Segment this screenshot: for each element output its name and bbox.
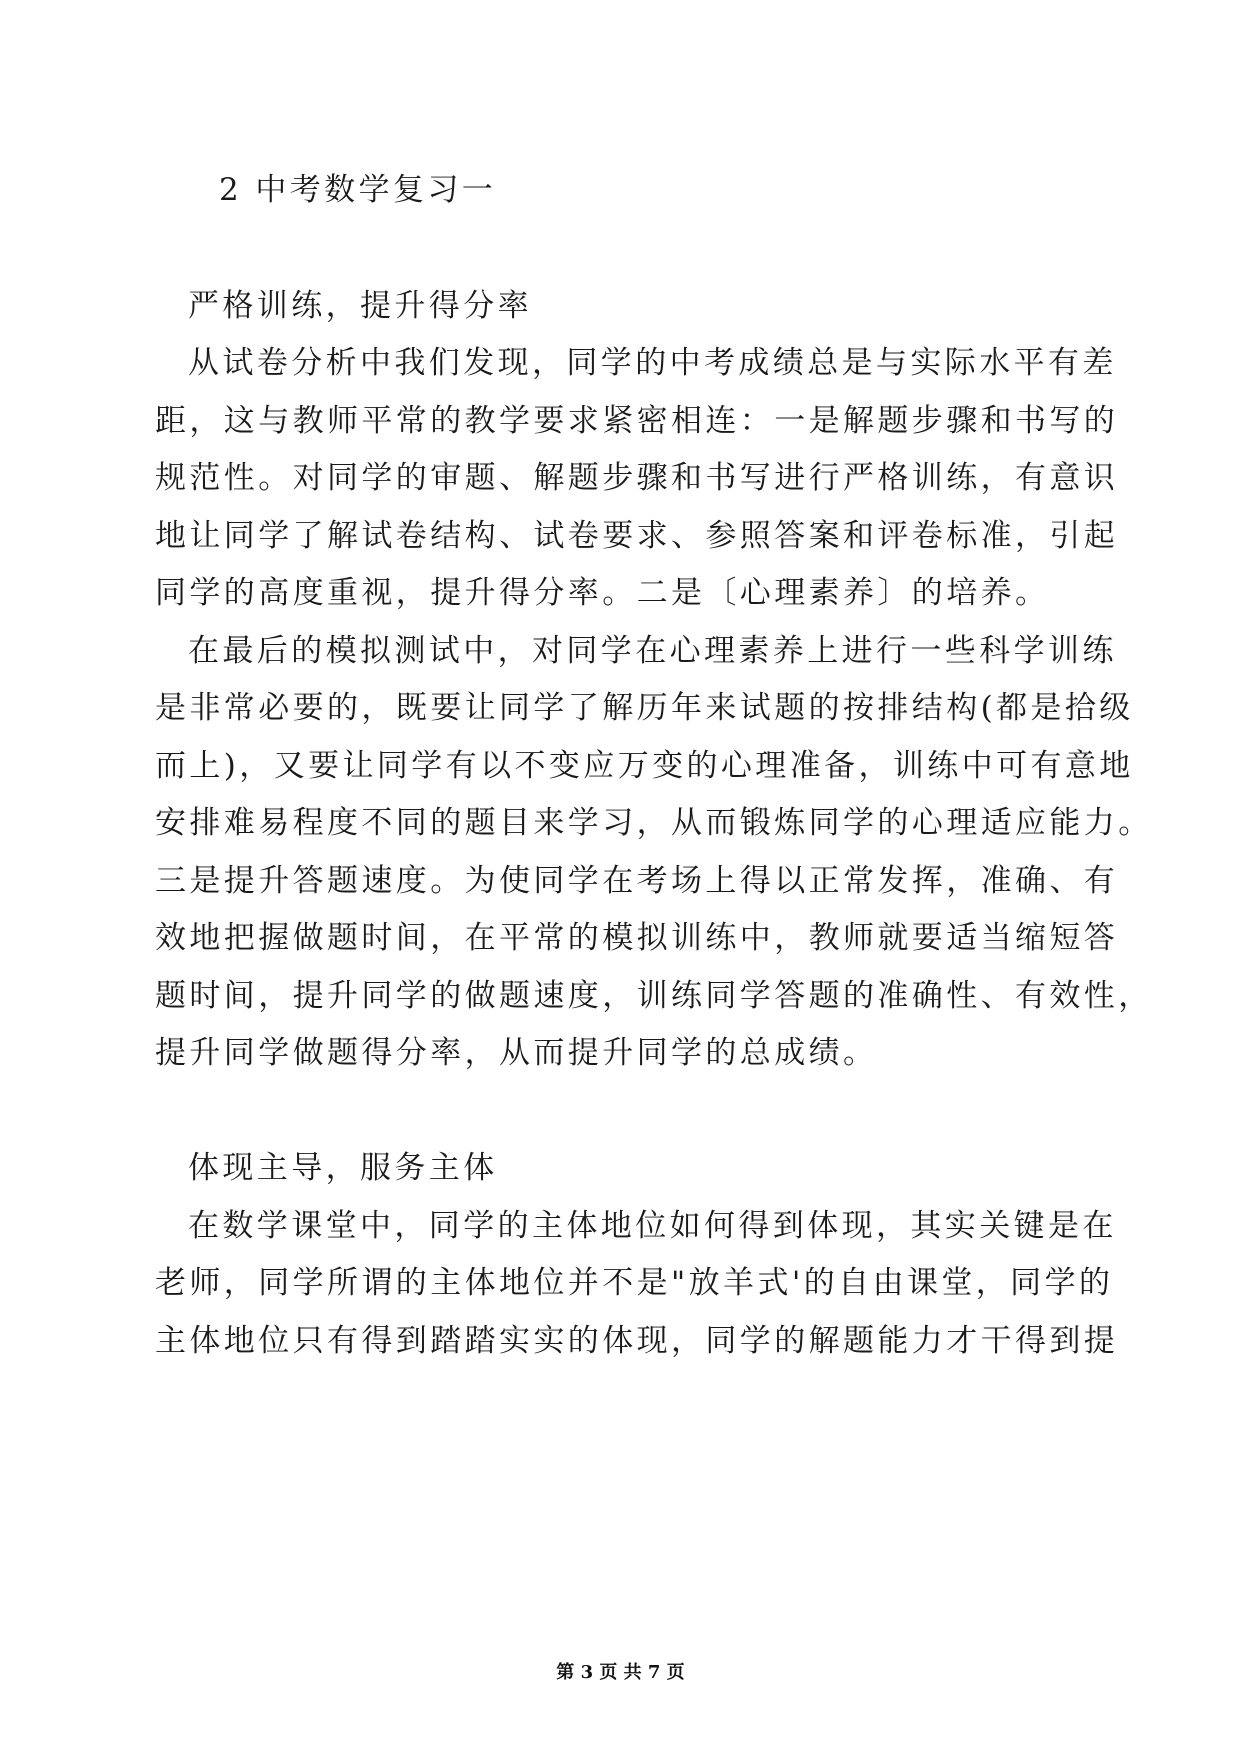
paragraph-line: 题时间，提升同学的做题速度，训练同学答题的准确性、有效性， xyxy=(155,978,1153,1014)
paragraph-line: 老师，同学所谓的主体地位并不是"放羊式'的自由课堂，同学的 xyxy=(155,1265,1114,1301)
paragraph-line: 而上)，又要让同学有以不变应万变的心理准备，训练中可有意地 xyxy=(155,748,1134,784)
section-heading-1: 严格训练，提升得分率 xyxy=(188,288,532,324)
paragraph-line: 提升同学做题得分率，从而提升同学的总成绩。 xyxy=(155,1035,878,1071)
paragraph-line: 效地把握做题时间，在平常的模拟训练中，教师就要适当缩短答 xyxy=(155,920,1119,956)
paragraph-line: 安排难易程度不同的题目来学习，从而锻炼同学的心理适应能力。 xyxy=(155,805,1153,841)
paragraph-line: 同学的高度重视，提升得分率。二是〔心理素养〕的培养。 xyxy=(155,575,1050,611)
paragraph-line: 地让同学了解试卷结构、试卷要求、参照答案和评卷标准，引起 xyxy=(155,518,1119,554)
section-heading-2: 体现主导，服务主体 xyxy=(188,1150,498,1186)
page-title: 2 中考数学复习一 xyxy=(219,172,497,208)
paragraph-line: 规范性。对同学的审题、解题步骤和书写进行严格训练，有意识 xyxy=(155,460,1119,496)
paragraph-line: 在数学课堂中，同学的主体地位如何得到体现，其实关键是在 xyxy=(188,1208,1117,1244)
paragraph-line: 是非常必要的，既要让同学了解历年来试题的按排结构(都是拾级 xyxy=(155,690,1134,726)
paragraph-line: 三是提升答题速度。为使同学在考场上得以正常发挥，准确、有 xyxy=(155,863,1119,899)
paragraph-line: 从试卷分析中我们发现，同学的中考成绩总是与实际水平有差 xyxy=(188,345,1117,381)
paragraph-line: 距，这与教师平常的教学要求紧密相连：一是解题步骤和书写的 xyxy=(155,403,1119,439)
paragraph-line: 主体地位只有得到踏踏实实的体现，同学的解题能力才干得到提 xyxy=(155,1323,1119,1359)
page-footer: 第 3 页 共 7 页 xyxy=(556,1662,685,1683)
paragraph-line: 在最后的模拟测试中，对同学在心理素养上进行一些科学训练 xyxy=(188,633,1117,669)
